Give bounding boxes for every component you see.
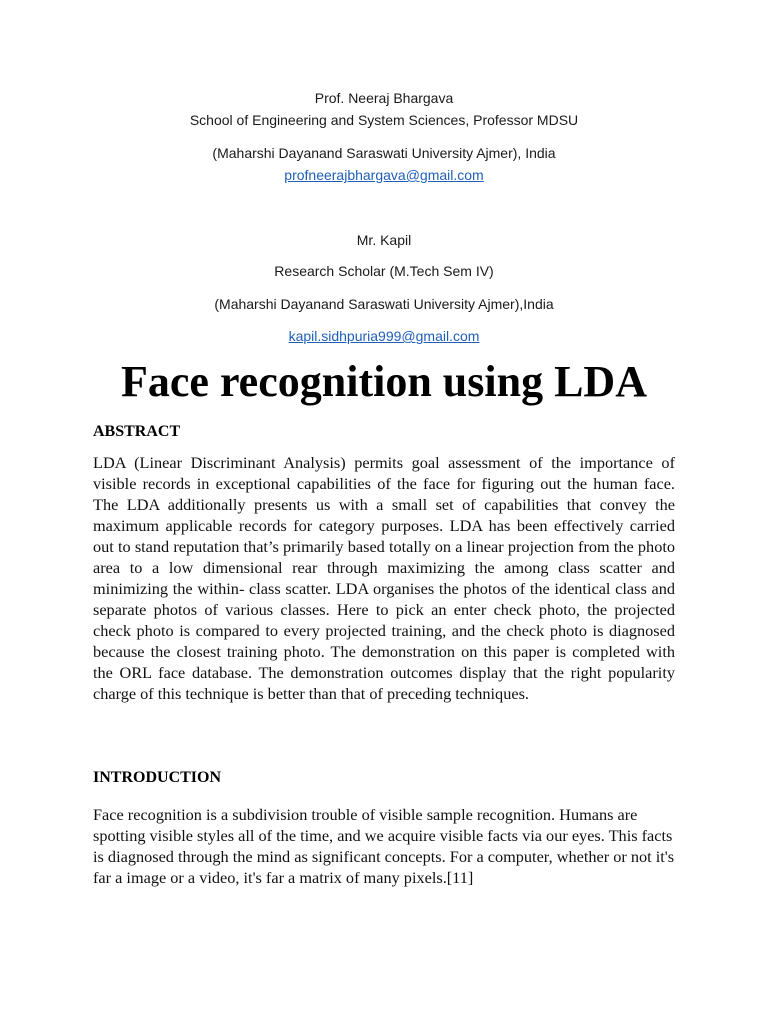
author2-affiliation: Research Scholar (M.Tech Sem IV) — [274, 263, 494, 279]
introduction-heading: INTRODUCTION — [93, 769, 222, 786]
author2-university: (Maharshi Dayanand Saraswati University Ajmer),India — [214, 296, 554, 312]
author2-name: Mr. Kapil — [356, 232, 412, 248]
paper-title: Face recognition using LDA — [121, 357, 647, 406]
introduction-text: Face recognition is a subdivision trouble of visible sample recognition. Humans are spotting visible styles all of the time, and we acquire visible facts via our eyes. This facts is diagnosed through the mind as significant concepts. For a computer, whether or not it's far a image or a video, it's far a matrix of many pixels.[11] — [93, 805, 675, 887]
author1-affiliation: School of Engineering and System Sciences, Professor MDSU — [189, 112, 579, 128]
author1-university: (Maharshi Dayanand Saraswati University Ajmer), India — [212, 145, 556, 161]
abstract-heading: ABSTRACT — [93, 423, 181, 440]
abstract-text: LDA (Linear Discriminant Analysis) permits goal assessment of the importance of visible records in exceptional capabilities of the face for figuring out the human face. The LDA additionally presents us with a small set of capabilities that convey the maximum applicable records for category purposes. LDA has been effectively carried out to stand reputation that’s primarily based totally on a linear projection from the photo area to a low dimensional rear through maximizing the among class scatter and minimizing the within- class scatter. LDA organises the photos of the identical class and separate photos of various classes. Here to pick an enter check photo, the projected check photo is compared to every projected training, and the check photo is diagnosed because the closest training photo. The demonstration on this paper is completed with the ORL face database. The demonstration outcomes display that the right popularity charge of this technique is better than that of preceding techniques. — [93, 453, 675, 703]
author1-email-link[interactable]: profneerajbhargava@gmail.com — [284, 167, 484, 183]
author2-email-link[interactable]: kapil.sidhpuria999@gmail.com — [288, 328, 480, 344]
author1-name: Prof. Neeraj Bhargava — [314, 90, 454, 106]
